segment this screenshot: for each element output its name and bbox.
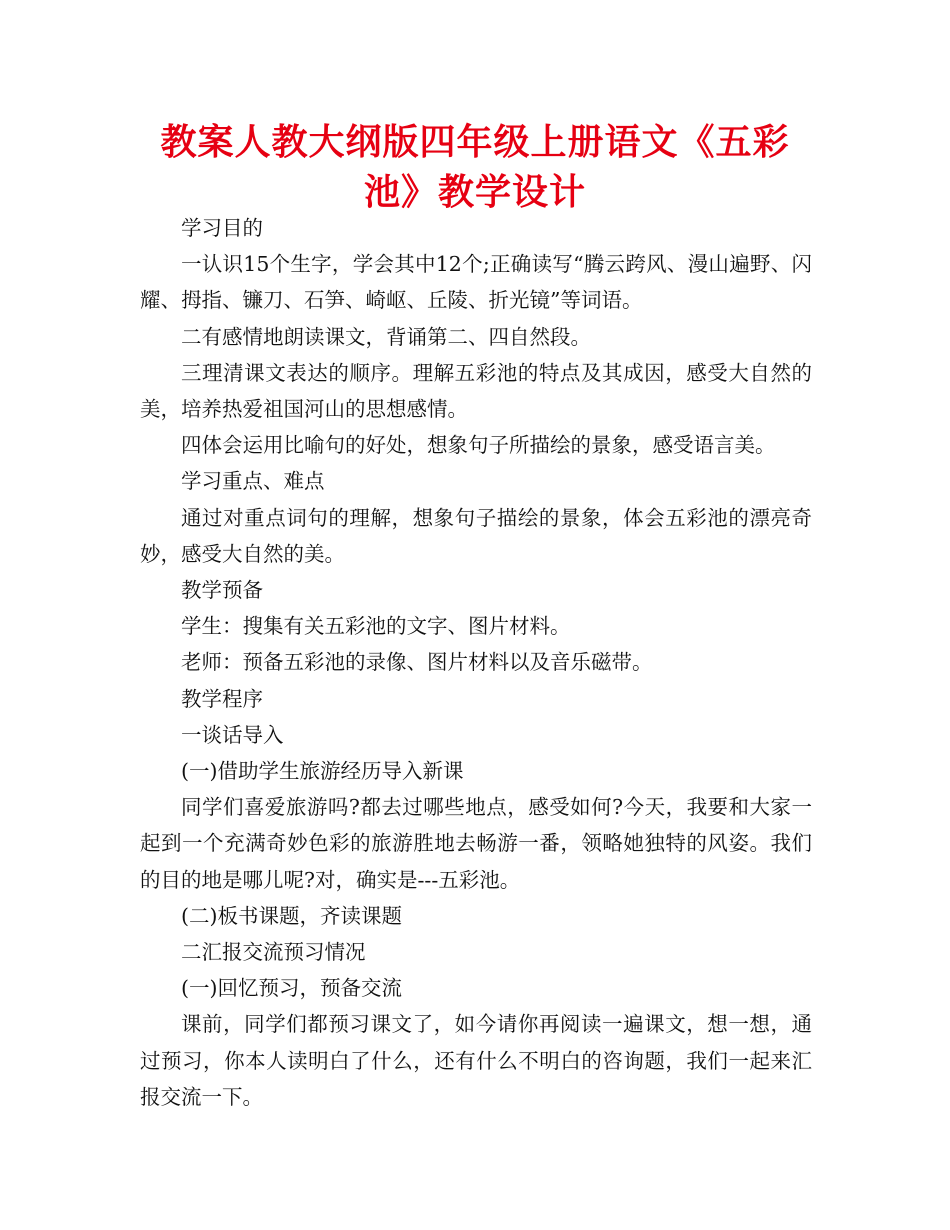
document-title: 教案人教大纲版四年级上册语文《五彩池》教学设计 — [160, 122, 790, 213]
goal-4-paragraph: 四体会运用比喻句的好处，想象句子所描绘的景象，感受语言美。 — [181, 433, 776, 458]
heading-preparation: 教学预备 — [181, 578, 263, 603]
step-1-sub-2-heading: (二)板书课题，齐读课题 — [181, 903, 402, 928]
key-points-paragraph: 通过对重点词句的理解，想象句子描绘的景象，体会五彩池的漂亮奇妙，感受大自然的美。 — [140, 505, 812, 566]
step-2-sub-1-heading: (一)回忆预习，预备交流 — [181, 976, 402, 1001]
step-2-review-paragraph: 课前，同学们都预习课文了，如今请你再阅读一遍课文，想一想，通过预习，你本人读明白了什么，还有什么不明白的咨询题，我们一起来汇报交流一下。 — [140, 1012, 812, 1109]
teacher-preparation-paragraph: 老师：预备五彩池的录像、图片材料以及音乐磁带。 — [181, 650, 653, 675]
student-preparation-paragraph: 学生：搜集有关五彩池的文字、图片材料。 — [181, 614, 571, 639]
goal-1-paragraph: 一认识15个生字，学会其中12个;正确读写“腾云跨风、漫山遍野、闪耀、拇指、镰刀、石笋、崎岖、丘陵、折光镜”等词语。 — [140, 252, 812, 313]
heading-key-points: 学习重点、难点 — [181, 469, 325, 494]
step-2-heading: 二汇报交流预习情况 — [181, 940, 366, 965]
heading-learning-goals: 学习目的 — [181, 216, 263, 240]
step-1-heading: 一谈话导入 — [181, 722, 284, 747]
document-body — [140, 210, 812, 1115]
step-1-intro-paragraph: 同学们喜爱旅游吗?都去过哪些地点，感受如何?今天，我要和大家一起到一个充满奇妙色彩的旅游胜地去畅游一番，领略她独特的风姿。我们的目的地是哪儿呢?对，确实是---五彩池。 — [140, 795, 812, 892]
goal-3-paragraph: 三理清课文表达的顺序。理解五彩池的特点及其成因，感受大自然的美，培养热爱祖国河山的思想感情。 — [140, 360, 812, 422]
heading-procedure: 教学程序 — [181, 686, 263, 711]
step-1-sub-1-heading: (一)借助学生旅游经历导入新课 — [181, 759, 464, 784]
goal-2-paragraph: 二有感情地朗读课文，背诵第二、四自然段。 — [181, 324, 591, 349]
